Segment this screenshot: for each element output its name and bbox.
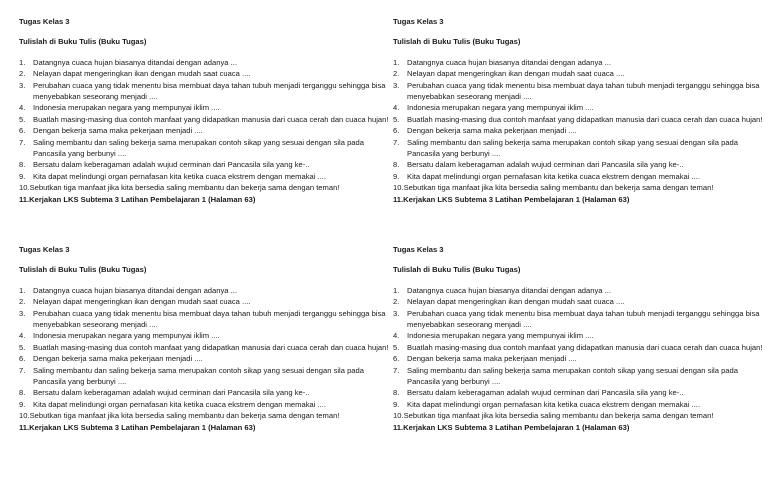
question-number: 9. (393, 399, 400, 409)
question-item (393, 114, 765, 125)
question-number: 11. (19, 194, 30, 204)
question-text: Indonesia merupakan negara yang mempunyai iklim .... (33, 331, 220, 341)
assignment-subtitle: Tulislah di Buku Tulis (Buku Tugas) (19, 265, 147, 275)
question-text: Saling membantu dan saling bekerja sama merupakan contoh sikap yang sesuai dengan sila pada Pancasila yang berbunyi .... (33, 365, 364, 387)
question-number: 2. (19, 297, 26, 307)
question-item (19, 80, 391, 103)
assignment-block (393, 16, 765, 205)
question-text: Sebutkan tiga manfaat jika kita bersedia saling membantu dan bekerja sama dengan teman! (29, 411, 340, 421)
question-number: 3. (19, 80, 26, 90)
question-item (19, 387, 391, 398)
question-text: Saling membantu dan saling bekerja sama merupakan contoh sikap yang sesuai dengan sila pada Pancasila yang berbunyi .... (407, 365, 738, 387)
question-text: Perubahan cuaca yang tidak menentu bisa membuat daya tahan tubuh menjadi terganggu sehingga bisa menyebabkan seseorang menjadi .... (33, 80, 386, 102)
question-text: Datangnya cuaca hujan biasanya ditandai dengan adanya ... (407, 285, 611, 295)
question-number: 4. (19, 103, 26, 113)
question-number: 8. (393, 160, 400, 170)
question-text: Buatlah masing-masing dua contoh manfaat yang didapatkan manusia dari cuaca cerah dan cuaca hujan! (33, 342, 389, 352)
question-number: 10. (393, 183, 404, 193)
question-text: Buatlah masing-masing dua contoh manfaat yang didapatkan manusia dari cuaca cerah dan cuaca hujan! (407, 342, 763, 352)
question-text: Bersatu dalam keberagaman adalah wujud cerminan dari Pancasila sila yang ke-.. (407, 160, 684, 170)
question-list (393, 285, 765, 433)
question-number: 8. (19, 160, 26, 170)
question-number: 6. (393, 126, 400, 136)
question-text: Buatlah masing-masing dua contoh manfaat yang didapatkan manusia dari cuaca cerah dan cuaca hujan! (407, 114, 763, 124)
question-text: Kita dapat melindungi organ pernafasan kita ketika cuaca ekstrem dengan memakai .... (407, 171, 700, 181)
question-text: Nelayan dapat mengeringkan ikan dengan mudah saat cuaca .... (407, 297, 625, 307)
question-text: Indonesia merupakan negara yang mempunyai iklim .... (407, 331, 594, 341)
question-item (19, 102, 391, 113)
question-number: 6. (19, 354, 26, 364)
question-text: Bersatu dalam keberagaman adalah wujud cerminan dari Pancasila sila yang ke-.. (33, 388, 310, 398)
question-text: Kita dapat melindungi organ pernafasan kita ketika cuaca ekstrem dengan memakai .... (407, 399, 700, 409)
question-item (19, 296, 391, 307)
assignment-title: Tugas Kelas 3 (393, 17, 444, 26)
question-number: 6. (19, 126, 26, 136)
question-number: 4. (393, 103, 400, 113)
question-number: 5. (393, 114, 400, 124)
question-number: 8. (19, 388, 26, 398)
question-item (19, 410, 391, 421)
question-item (19, 68, 391, 79)
question-number: 10. (19, 183, 30, 193)
question-number: 5. (393, 342, 400, 352)
assignment-block (19, 16, 391, 205)
assignment-subtitle: Tulislah di Buku Tulis (Buku Tugas) (19, 37, 147, 47)
question-text: Dengan bekerja sama maka pekerjaan menjadi .... (407, 126, 577, 136)
question-number: 9. (393, 171, 400, 181)
question-text: Kerjakan LKS Subtema 3 Latihan Pembelajaran 1 (Halaman 63) (29, 422, 256, 432)
question-number: 3. (19, 308, 26, 318)
question-text: Indonesia merupakan negara yang mempunyai iklim .... (33, 103, 220, 113)
question-number: 1. (393, 57, 400, 67)
question-item (393, 102, 765, 113)
assignment-subtitle: Tulislah di Buku Tulis (Buku Tugas) (393, 265, 521, 275)
question-text: Perubahan cuaca yang tidak menentu bisa membuat daya tahan tubuh menjadi terganggu sehingga bisa menyebabkan seseorang menjadi .... (407, 80, 760, 102)
question-list (19, 285, 391, 433)
question-item (393, 410, 765, 421)
question-item (19, 194, 391, 205)
question-number: 4. (19, 331, 26, 341)
question-item (393, 80, 765, 103)
question-text: Kerjakan LKS Subtema 3 Latihan Pembelajaran 1 (Halaman 63) (403, 194, 630, 204)
question-text: Sebutkan tiga manfaat jika kita bersedia saling membantu dan bekerja sama dengan teman! (403, 411, 714, 421)
question-text: Nelayan dapat mengeringkan ikan dengan mudah saat cuaca .... (33, 297, 251, 307)
question-number: 11. (393, 194, 404, 204)
question-number: 7. (393, 365, 400, 375)
question-item (19, 137, 391, 160)
question-item (393, 182, 765, 193)
question-number: 8. (393, 388, 400, 398)
question-text: Dengan bekerja sama maka pekerjaan menjadi .... (33, 354, 203, 364)
question-text: Kita dapat melindungi organ pernafasan kita ketika cuaca ekstrem dengan memakai .... (33, 399, 326, 409)
question-number: 1. (19, 285, 26, 295)
question-item (19, 342, 391, 353)
question-item (19, 159, 391, 170)
question-number: 9. (19, 399, 26, 409)
question-item (393, 285, 765, 296)
question-number: 9. (19, 171, 26, 181)
question-item (393, 194, 765, 205)
question-text: Buatlah masing-masing dua contoh manfaat yang didapatkan manusia dari cuaca cerah dan cuaca hujan! (33, 114, 389, 124)
question-item (19, 353, 391, 364)
question-number: 7. (19, 365, 26, 375)
question-text: Kita dapat melindungi organ pernafasan kita ketika cuaca ekstrem dengan memakai .... (33, 171, 326, 181)
question-text: Indonesia merupakan negara yang mempunyai iklim .... (407, 103, 594, 113)
question-number: 10. (393, 411, 404, 421)
question-number: 10. (19, 411, 30, 421)
question-text: Kerjakan LKS Subtema 3 Latihan Pembelajaran 1 (Halaman 63) (29, 194, 256, 204)
question-text: Datangnya cuaca hujan biasanya ditandai dengan adanya ... (33, 57, 237, 67)
question-item (393, 330, 765, 341)
question-text: Saling membantu dan saling bekerja sama merupakan contoh sikap yang sesuai dengan sila pada Pancasila yang berbunyi .... (33, 137, 364, 159)
question-item (19, 285, 391, 296)
assignment-block (393, 244, 765, 433)
question-item (393, 387, 765, 398)
question-number: 3. (393, 80, 400, 90)
question-list (19, 57, 391, 205)
question-text: Kerjakan LKS Subtema 3 Latihan Pembelajaran 1 (Halaman 63) (403, 422, 630, 432)
question-text: Nelayan dapat mengeringkan ikan dengan mudah saat cuaca .... (33, 69, 251, 79)
question-number: 4. (393, 331, 400, 341)
question-item (19, 125, 391, 136)
question-text: Datangnya cuaca hujan biasanya ditandai dengan adanya ... (407, 57, 611, 67)
question-item (393, 399, 765, 410)
question-number: 2. (393, 69, 400, 79)
question-text: Sebutkan tiga manfaat jika kita bersedia saling membantu dan bekerja sama dengan teman! (29, 183, 340, 193)
question-text: Perubahan cuaca yang tidak menentu bisa membuat daya tahan tubuh menjadi terganggu sehingga bisa menyebabkan seseorang menjadi .... (407, 308, 760, 330)
question-text: Datangnya cuaca hujan biasanya ditandai dengan adanya ... (33, 285, 237, 295)
question-text: Bersatu dalam keberagaman adalah wujud cerminan dari Pancasila sila yang ke-.. (33, 160, 310, 170)
question-number: 7. (19, 137, 26, 147)
question-item (19, 114, 391, 125)
question-item (19, 308, 391, 331)
question-item (393, 68, 765, 79)
question-item (19, 422, 391, 433)
question-list (393, 57, 765, 205)
question-item (19, 330, 391, 341)
question-item (393, 296, 765, 307)
question-text: Saling membantu dan saling bekerja sama merupakan contoh sikap yang sesuai dengan sila pada Pancasila yang berbunyi .... (407, 137, 738, 159)
question-item (19, 365, 391, 388)
assignment-subtitle: Tulislah di Buku Tulis (Buku Tugas) (393, 37, 521, 47)
question-text: Perubahan cuaca yang tidak menentu bisa membuat daya tahan tubuh menjadi terganggu sehingga bisa menyebabkan seseorang menjadi .... (33, 308, 386, 330)
question-number: 7. (393, 137, 400, 147)
assignment-title: Tugas Kelas 3 (393, 245, 444, 254)
question-number: 2. (19, 69, 26, 79)
question-number: 11. (19, 422, 30, 432)
question-number: 11. (393, 422, 404, 432)
question-item (393, 342, 765, 353)
assignment-title: Tugas Kelas 3 (19, 17, 70, 26)
question-number: 6. (393, 354, 400, 364)
question-number: 2. (393, 297, 400, 307)
question-number: 5. (19, 342, 26, 352)
question-number: 5. (19, 114, 26, 124)
question-item (393, 171, 765, 182)
question-item (393, 137, 765, 160)
question-item (19, 182, 391, 193)
question-text: Sebutkan tiga manfaat jika kita bersedia saling membantu dan bekerja sama dengan teman! (403, 183, 714, 193)
question-text: Nelayan dapat mengeringkan ikan dengan mudah saat cuaca .... (407, 69, 625, 79)
question-item (393, 353, 765, 364)
assignment-block (19, 244, 391, 433)
assignment-title: Tugas Kelas 3 (19, 245, 70, 254)
question-text: Dengan bekerja sama maka pekerjaan menjadi .... (407, 354, 577, 364)
question-item (393, 57, 765, 68)
question-item (393, 159, 765, 170)
question-item (393, 125, 765, 136)
question-item (393, 422, 765, 433)
question-text: Bersatu dalam keberagaman adalah wujud cerminan dari Pancasila sila yang ke-.. (407, 388, 684, 398)
question-item (393, 365, 765, 388)
question-number: 3. (393, 308, 400, 318)
question-item (19, 399, 391, 410)
question-number: 1. (393, 285, 400, 295)
question-item (19, 57, 391, 68)
question-text: Dengan bekerja sama maka pekerjaan menjadi .... (33, 126, 203, 136)
question-item (393, 308, 765, 331)
question-number: 1. (19, 57, 26, 67)
question-item (19, 171, 391, 182)
